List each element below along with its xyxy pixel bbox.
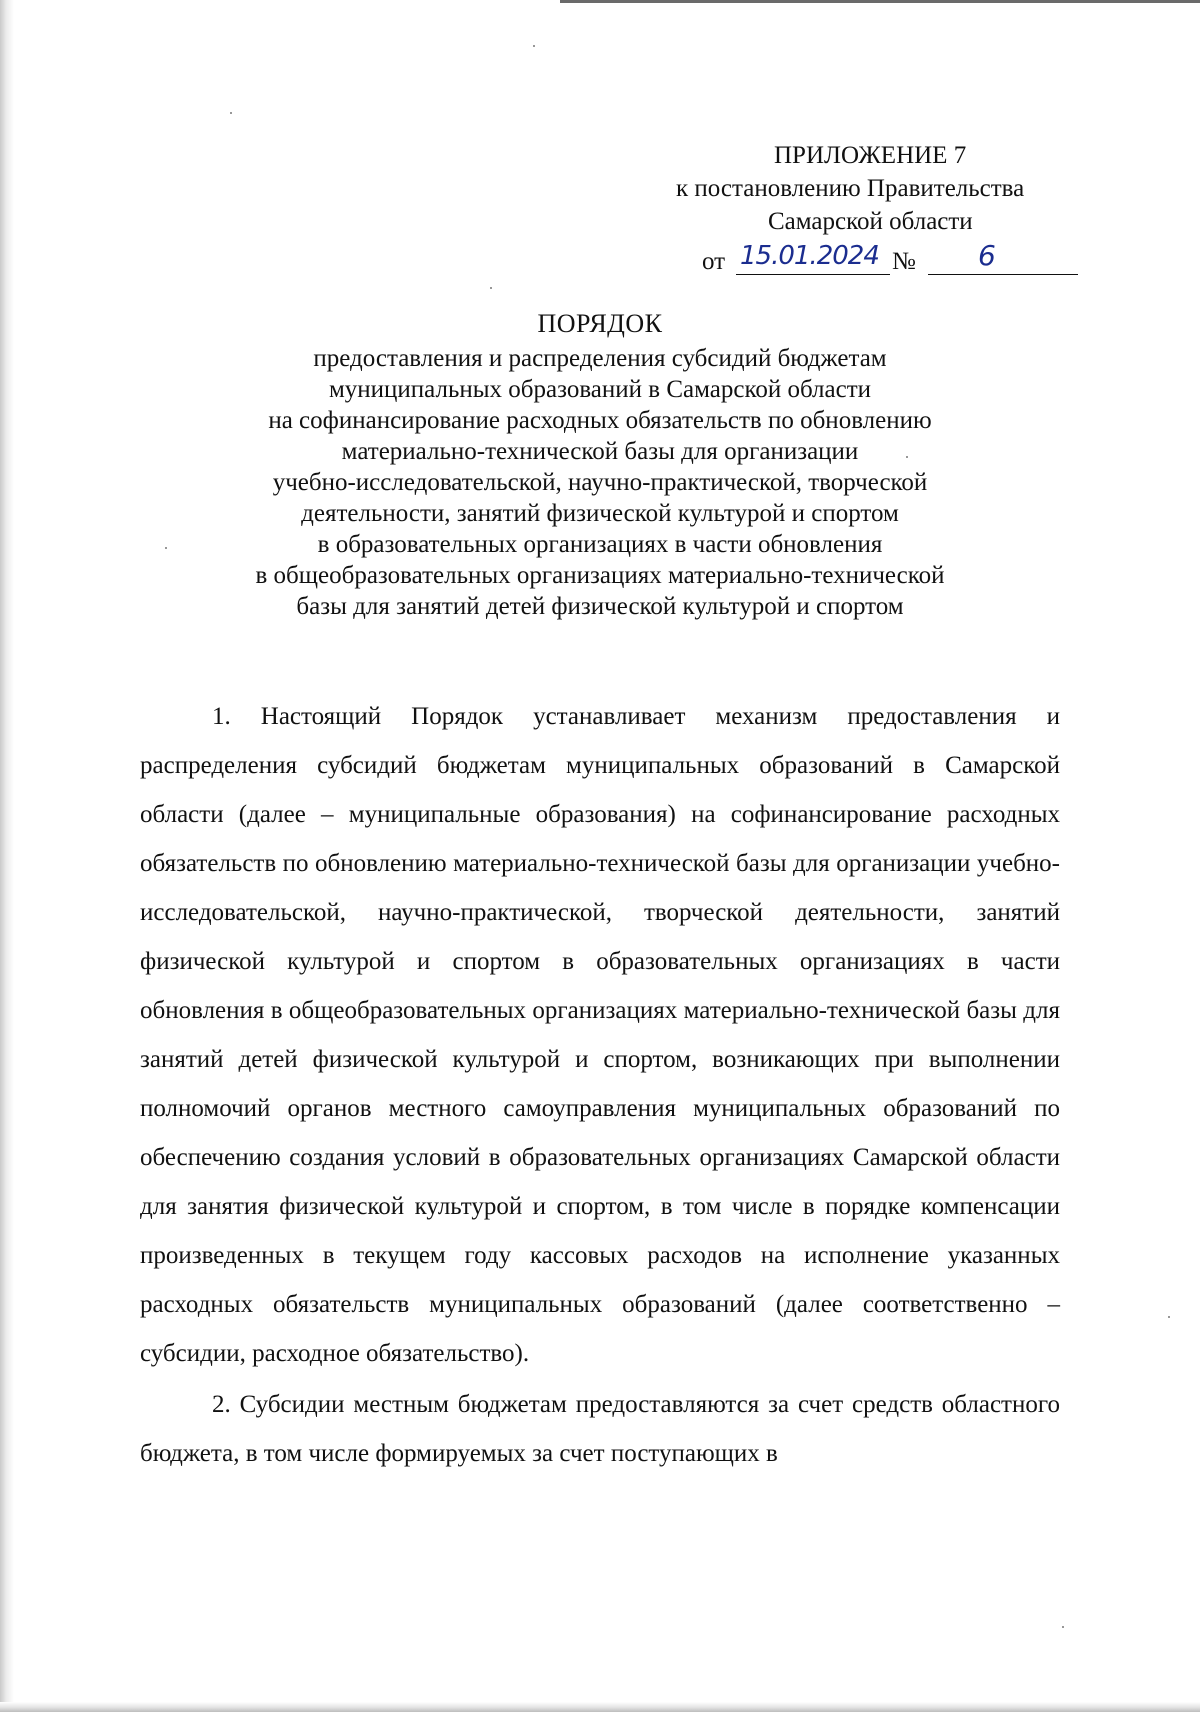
appendix-date-number-line	[702, 239, 1082, 282]
title-line: базы для занятий детей физической культурой и спортом	[296, 593, 904, 620]
number-prefix: №	[892, 248, 916, 275]
title-line: материально-технической базы для организации	[341, 438, 859, 465]
scan-speck	[1168, 1316, 1170, 1318]
handwritten-date: 15.01.2024	[736, 238, 890, 275]
paragraph-1: 1. Настоящий Порядок устанавливает механизм предоставления и распределения субсидий бюджетам муниципальных образований в Самарской области (далее – муниципальные образования) на софинансирование расходных обязательств по обновлению материально-технической базы для организации учебно-исследовательской, научно-практической, творческой деятельности, занятий физической культурой и спортом в образовательных организациях в части обновления в общеобразовательных организациях материально-технической базы для занятий детей физической культурой и спортом, возникающих при выполнении полномочий органов местного самоуправления муниципальных образований по обеспечению создания условий в образовательных организациях Самарской области для занятия физической культурой и спортом, в том числе в порядке компенсации произведенных в текущем году кассовых расходов на исполнение указанных расходных обязательств муниципальных образований (далее соответственно – субсидии, расходное обязательство).	[140, 703, 1060, 1367]
title-line: учебно-исследовательской, научно-практической, творческой	[272, 469, 928, 496]
document-title	[140, 308, 1060, 622]
appendix-resolution-line: к постановлению Правительства	[676, 175, 1025, 202]
appendix-region-line: Самарской области	[768, 208, 973, 235]
title-main: ПОРЯДОК	[537, 309, 663, 338]
scan-speck	[533, 45, 535, 47]
document-body	[140, 692, 1060, 1478]
scan-edge-left	[0, 0, 14, 1712]
scan-speck	[1062, 1626, 1064, 1628]
title-line: на софинансирование расходных обязательств по обновлению	[268, 407, 932, 434]
scan-edge-bottom	[0, 1702, 1200, 1712]
title-line: муниципальных образований в Самарской области	[328, 376, 872, 403]
title-line: в образовательных организациях в части обновления	[317, 531, 883, 558]
scan-edge-top	[560, 0, 1200, 3]
scan-speck	[230, 112, 232, 114]
date-prefix: от	[702, 248, 726, 275]
appendix-label: ПРИЛОЖЕНИЕ 7	[774, 142, 967, 169]
handwritten-number: 6	[928, 238, 1078, 275]
title-line: в общеобразовательных организациях материально-технической	[255, 562, 945, 589]
scan-speck	[490, 287, 492, 289]
title-line: предоставления и распределения субсидий бюджетам	[313, 345, 887, 372]
title-line: деятельности, занятий физической культурой и спортом	[301, 500, 899, 527]
paragraph-2: 2. Субсидии местным бюджетам предоставляются за счет средств областного бюджета, в том числе формируемых за счет поступающих в	[140, 1391, 1060, 1467]
